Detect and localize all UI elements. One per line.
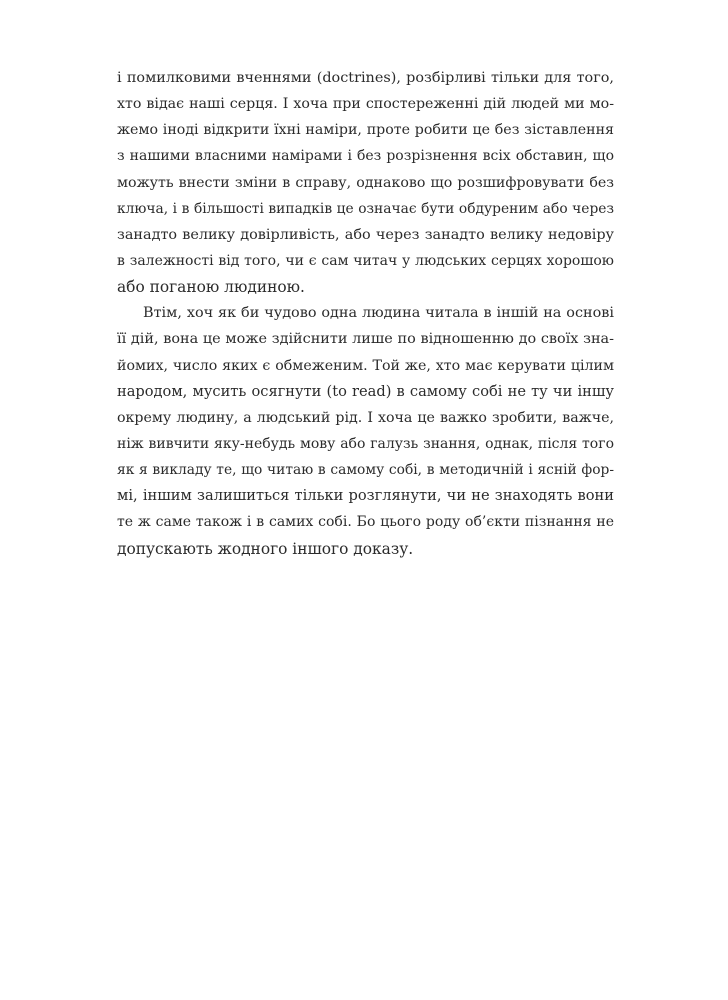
- text-line: окрему людину, а людський рід. І хоча це важко зробити, важче,: [117, 409, 614, 426]
- text-line: те ж саме також і в самих собі. Бо цього роду об’єкти пізнання не: [117, 514, 614, 531]
- text-line: або поганою людиною.: [117, 278, 305, 297]
- text-line: йомих, число яких є обмеженим. Той же, хто має керувати цілим: [117, 357, 614, 374]
- text-line: допускають жодного іншого доказу.: [117, 539, 414, 558]
- text-line: в залежності від того, чи є сам читач у людських серцях хорошою: [117, 252, 614, 269]
- text-line: мі, іншим залишиться тільки розглянути, чи не знаходять вони: [117, 487, 614, 505]
- text-line: занадто велику довірливість, або через занадто велику недовіру: [117, 226, 614, 243]
- text-line: з нашими власними намірами і без розрізнення всіх обставин, що: [117, 148, 614, 165]
- text-line: жемо іноді відкрити їхні наміри, проте робити це без зіставлення: [117, 122, 614, 139]
- text-line: її дій, вона це може здійснити лише по відношенню до своїх зна-: [117, 331, 614, 348]
- text-line: і помилковими вченнями (doctrines), розбірливі тільки для того,: [117, 70, 614, 86]
- text-line: ніж вивчити яку-небудь мову або галузь знання, однак, після того: [117, 435, 614, 452]
- text-line: хто відає наші серця. І хоча при спостереженні дій людей ми мо-: [117, 96, 614, 113]
- text-line: ключа, і в більшості випадків це означає бути обдуреним або через: [117, 200, 614, 217]
- paragraph-2: [117, 300, 614, 561]
- text-line: Втім, хоч як би чудово одна людина читала в іншій на основі: [143, 305, 614, 322]
- paragraph-1: [117, 65, 614, 300]
- body-text: [117, 65, 614, 562]
- text-line: народом, мусить осягнути (to read) в самому собі не ту чи іншу: [117, 382, 614, 400]
- text-line: можуть внести зміни в справу, однаково що розшифровувати без: [117, 174, 614, 191]
- text-line: як я викладу те, що читаю в самому собі, в методичній і ясній фор-: [117, 462, 614, 479]
